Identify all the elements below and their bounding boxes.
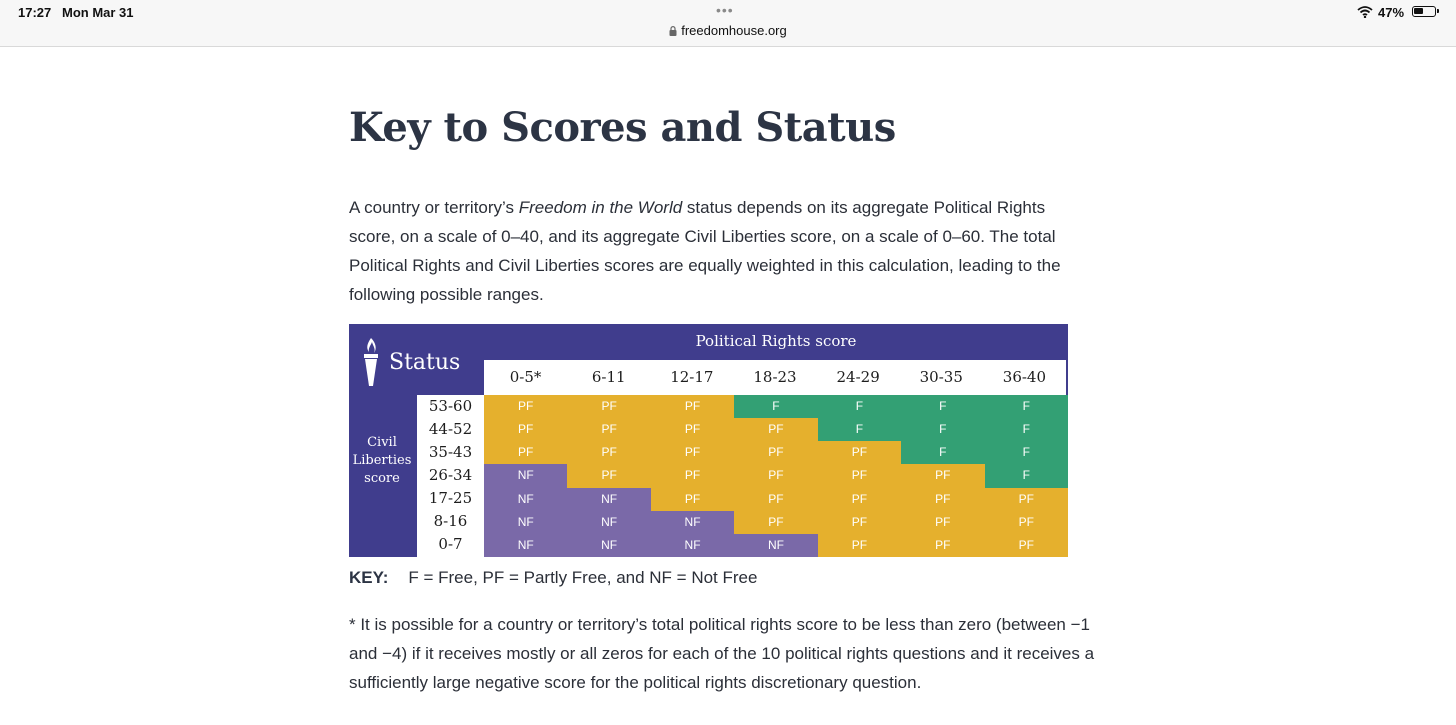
status-cell: NF xyxy=(484,534,567,557)
status-cell: NF xyxy=(484,511,567,534)
status-cell: F xyxy=(985,441,1068,464)
battery-nub xyxy=(1437,9,1439,13)
status-cell: PF xyxy=(651,488,734,511)
status-cell: PF xyxy=(818,511,901,534)
cl-range: 0-7 xyxy=(438,535,463,553)
footnote: * It is possible for a country or territory’s total political rights score to be less than zero (between −1 and −4) if it receives mostly or all zeros for each of the 10 political rights questions and it receives a sufficiently large negative score for the political rights discretionary question. xyxy=(349,615,1095,692)
status-grid-row xyxy=(484,464,1068,487)
status-cell: NF xyxy=(567,534,650,557)
torch-icon xyxy=(361,336,381,397)
cl-range: 26-34 xyxy=(428,466,473,484)
intro-paragraph xyxy=(349,193,1079,309)
lock-icon xyxy=(669,24,677,39)
status-cell: F xyxy=(901,418,984,441)
status-cell: F xyxy=(985,395,1068,418)
status-cell: NF xyxy=(567,488,650,511)
pr-range: 6-11 xyxy=(591,368,626,386)
cl-range: 35-43 xyxy=(428,443,473,461)
status-label: Status xyxy=(389,350,461,375)
status-cell: NF xyxy=(651,534,734,557)
status-grid-row xyxy=(484,534,1068,557)
browser-top-bar xyxy=(0,0,1456,47)
status-cell: PF xyxy=(734,511,817,534)
pr-range: 24-29 xyxy=(836,368,880,386)
url-text: freedomhouse.org xyxy=(681,23,787,38)
status-cell: PF xyxy=(985,511,1068,534)
status-grid-row xyxy=(484,511,1068,534)
status-cell: PF xyxy=(484,395,567,418)
battery-icon xyxy=(1412,6,1436,17)
status-cell: PF xyxy=(567,418,650,441)
pr-range: 18-23 xyxy=(753,368,797,386)
status-cell: PF xyxy=(567,441,650,464)
status-cell: F xyxy=(985,418,1068,441)
pr-range: 36-40 xyxy=(1002,368,1047,386)
address-bar[interactable] xyxy=(0,23,1456,39)
intro-emphasis: Freedom in the World xyxy=(518,198,683,217)
status-time: 17:27 xyxy=(18,5,52,20)
status-cell: NF xyxy=(651,511,734,534)
cl-range: 53-60 xyxy=(428,397,473,415)
status-table xyxy=(349,324,1068,557)
status-cell: PF xyxy=(818,464,901,487)
status-cell: NF xyxy=(567,511,650,534)
pr-range: 12-17 xyxy=(670,368,714,386)
wifi-icon xyxy=(1357,5,1373,23)
status-cell: F xyxy=(818,395,901,418)
key-legend xyxy=(349,568,757,588)
page-title: Key to Scores and Status xyxy=(349,104,896,151)
status-cell: NF xyxy=(734,534,817,557)
status-cell: PF xyxy=(818,441,901,464)
status-cell: PF xyxy=(651,441,734,464)
status-cell: PF xyxy=(651,464,734,487)
status-cell: PF xyxy=(985,488,1068,511)
status-cell: F xyxy=(734,395,817,418)
status-grid-row xyxy=(484,441,1068,464)
pr-range: 0-5* xyxy=(509,368,542,386)
status-cell: F xyxy=(901,441,984,464)
status-cell: PF xyxy=(985,534,1068,557)
status-cell: PF xyxy=(901,464,984,487)
battery-percent: 47% xyxy=(1378,5,1405,20)
status-cell: PF xyxy=(818,488,901,511)
status-cell: PF xyxy=(484,441,567,464)
status-cell: PF xyxy=(651,395,734,418)
civil-liberties-ranges xyxy=(417,395,484,557)
status-cell: PF xyxy=(567,395,650,418)
status-grid xyxy=(484,395,1068,557)
cl-range: 17-25 xyxy=(428,489,473,507)
status-cell: F xyxy=(818,418,901,441)
status-cell: PF xyxy=(484,418,567,441)
status-grid-row xyxy=(484,488,1068,511)
status-cell: PF xyxy=(734,464,817,487)
political-rights-ranges xyxy=(484,360,1066,395)
political-rights-heading: Political Rights score xyxy=(695,332,857,350)
cl-range: 44-52 xyxy=(428,420,473,438)
status-grid-row xyxy=(484,395,1068,418)
status-cell: PF xyxy=(734,488,817,511)
status-date: Mon Mar 31 xyxy=(62,5,134,20)
status-cell: F xyxy=(901,395,984,418)
status-cell: NF xyxy=(484,488,567,511)
status-cell: NF xyxy=(484,464,567,487)
key-label: KEY: xyxy=(349,568,389,587)
status-cell: PF xyxy=(651,418,734,441)
civil-liberties-heading: Civil Liberties score xyxy=(352,435,412,486)
pr-range: 30-35 xyxy=(919,368,963,386)
battery-fill xyxy=(1414,8,1423,14)
status-cell: PF xyxy=(901,488,984,511)
key-text: F = Free, PF = Partly Free, and NF = Not Free xyxy=(408,568,758,587)
status-cell: F xyxy=(985,464,1068,487)
browser-menu-dots[interactable]: ••• xyxy=(716,2,734,18)
intro-text-2: status depends on its aggregate Political Rights score, on a scale of 0–40, and its aggregate Civil Liberties score, on a scale of 0–60. The total Political Rights and Civil Liberties scores are equally weighted in this calculation, leading to the following possible ranges. xyxy=(349,198,1061,304)
status-cell: PF xyxy=(818,534,901,557)
status-cell: PF xyxy=(901,534,984,557)
status-grid-row xyxy=(484,418,1068,441)
status-header xyxy=(349,324,484,394)
status-cell: PF xyxy=(901,511,984,534)
status-cell: PF xyxy=(734,418,817,441)
status-cell: PF xyxy=(734,441,817,464)
status-cell: PF xyxy=(567,464,650,487)
cl-range: 8-16 xyxy=(433,512,468,530)
intro-text-1: A country or territory’s xyxy=(349,198,519,217)
